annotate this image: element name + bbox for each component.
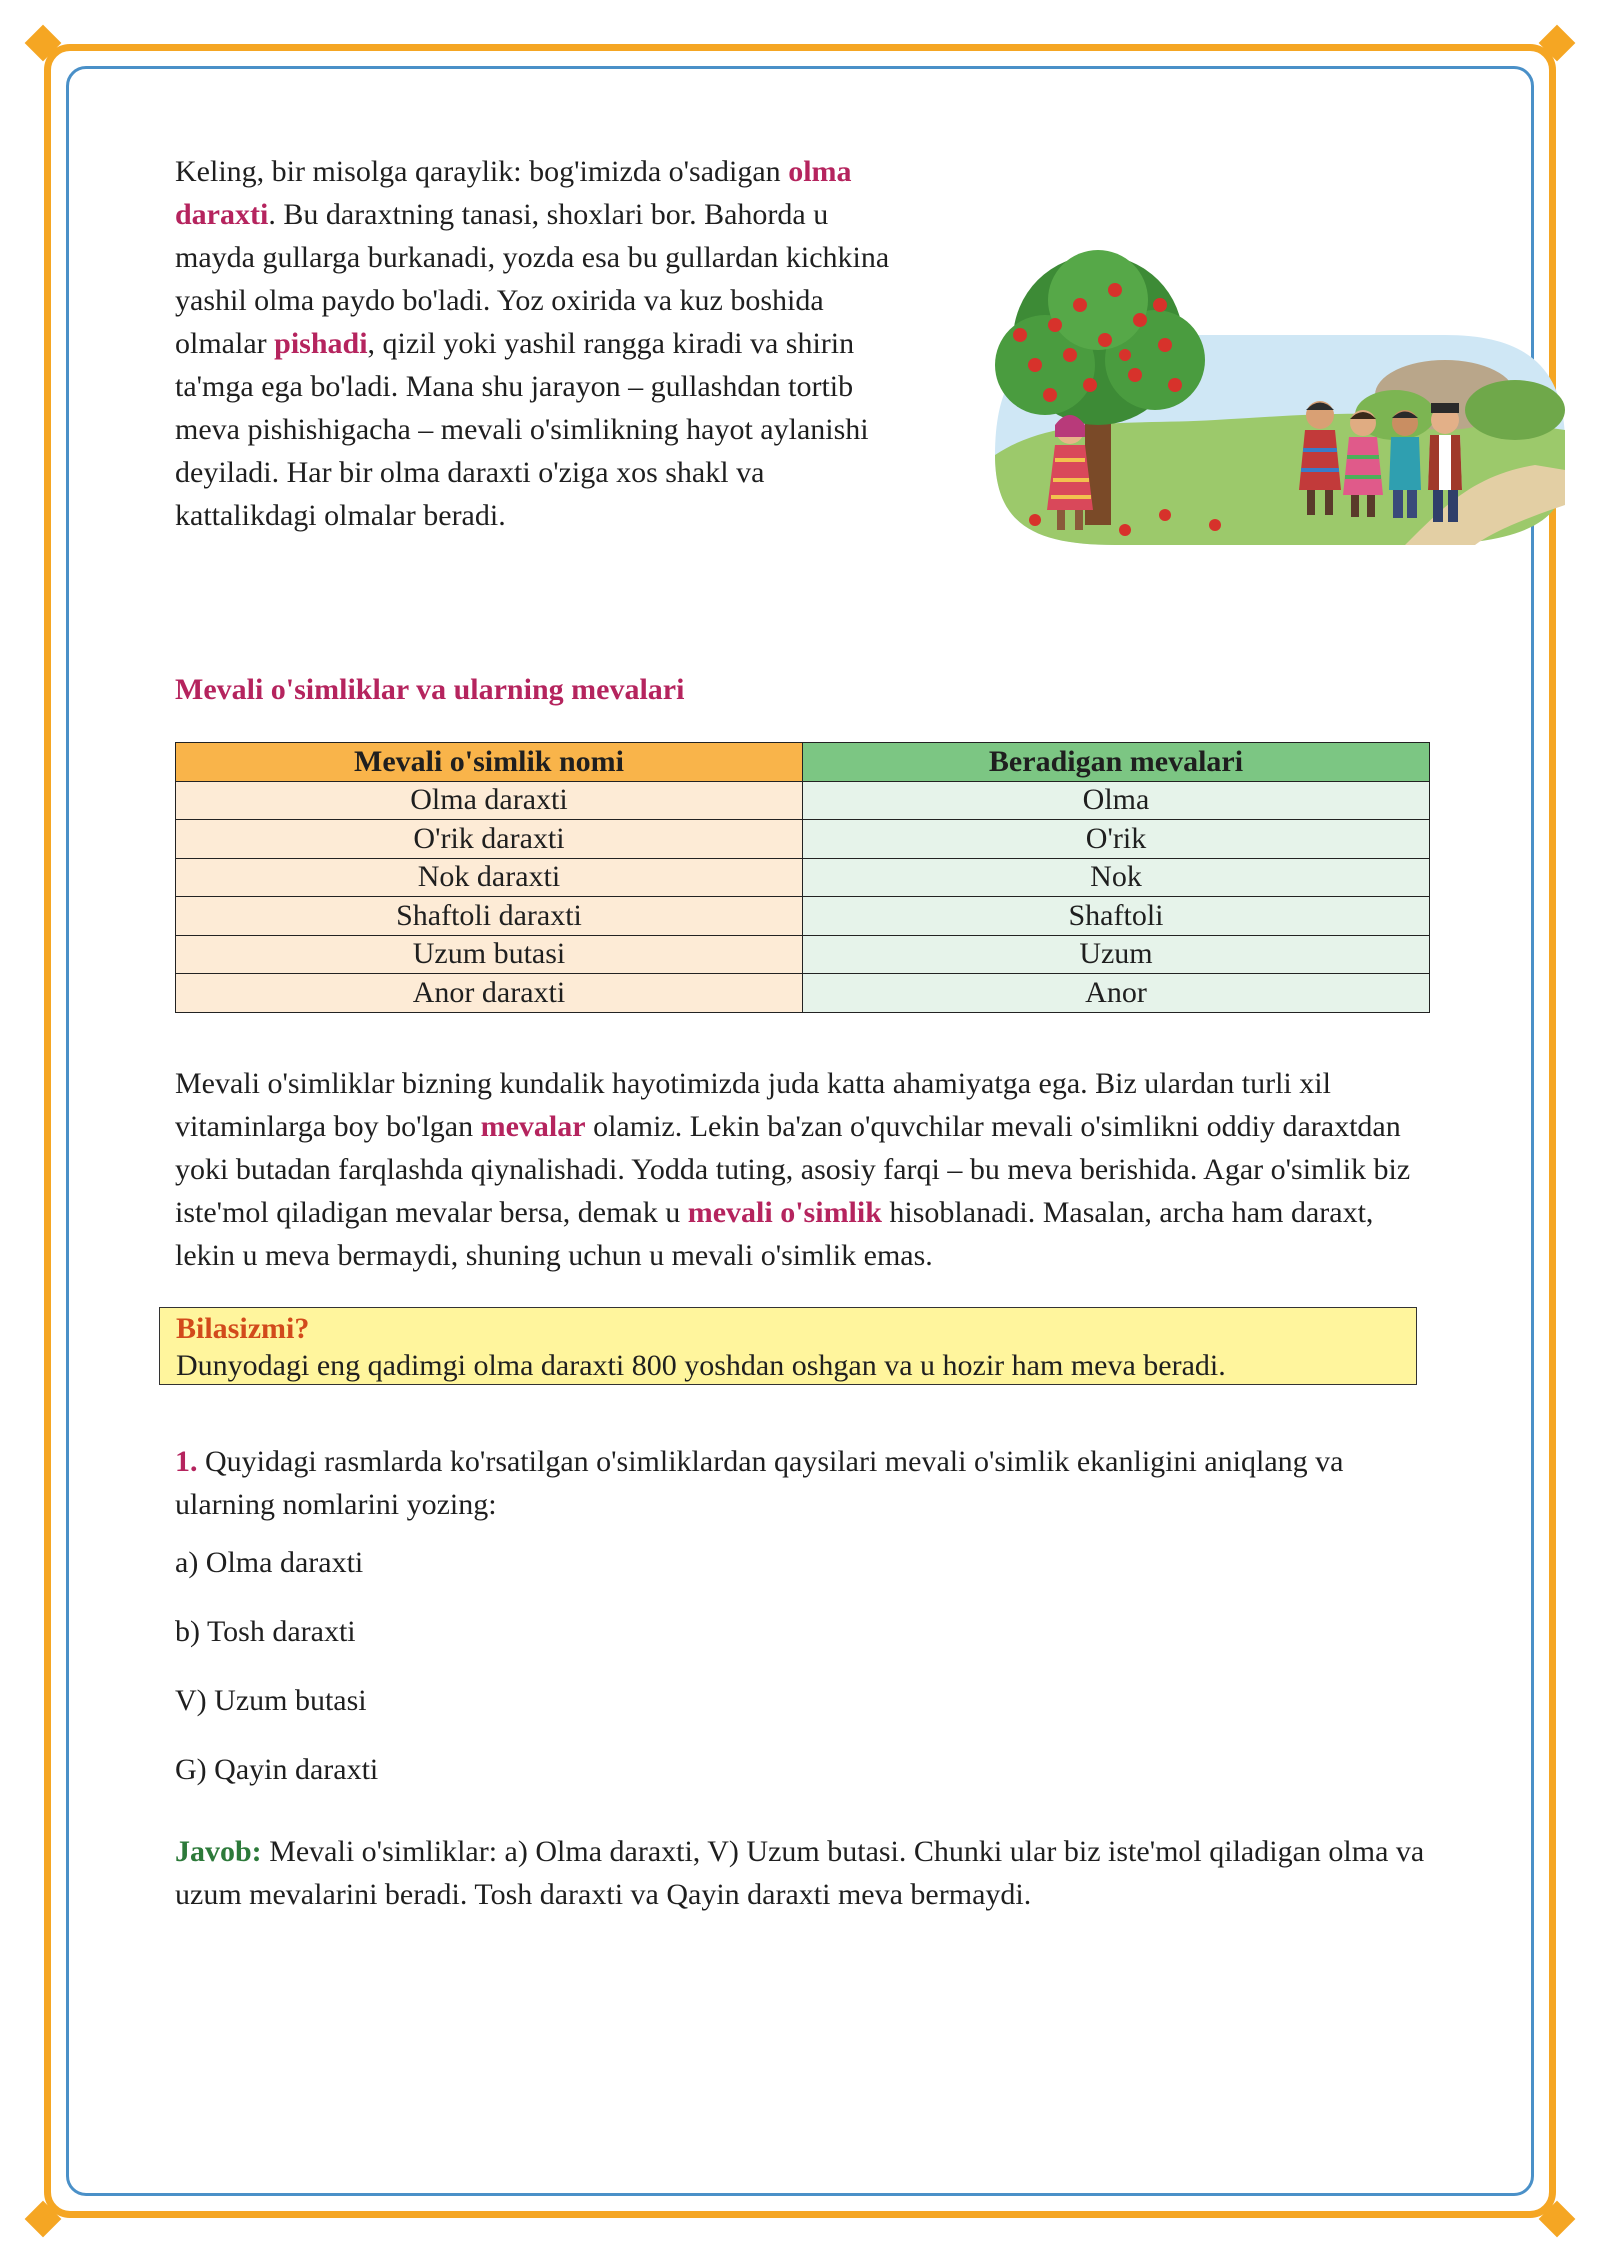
fact-title: Bilasizmi?: [176, 1312, 310, 1345]
table-cell-fruit: Uzum: [803, 935, 1430, 974]
question-text: Quyidagi rasmlarda ko'rsatilgan o'simliklardan qaysilari mevali o'simlik ekanligini aniqlang va ularning nomlarini yozing:: [175, 1445, 1344, 1521]
intro-text-3: , qizil yoki yashil rangga kiradi va shirin ta'mga ega bo'ladi. Mana shu jarayon – gullashdan tortib meva pishishigacha – mevali o'simlikning hayot aylanishi deyiladi. Har bir olma daraxti o'ziga xos shakl va kattalikdagi olmalar beradi.: [175, 327, 869, 532]
table-header-plant: Mevali o'simlik nomi: [176, 743, 803, 782]
option-b: b) Tosh daraxti: [175, 1615, 356, 1648]
answer-text: Mevali o'simliklar: a) Olma daraxti, V) Uzum butasi. Chunki ular biz iste'mol qiladigan olma va uzum mevalarini beradi. Tosh daraxti va Qayin daraxti meva bermaydi.: [175, 1835, 1425, 1911]
table-row: [176, 935, 1430, 974]
explanation-paragraph: [175, 1062, 1430, 1277]
table-row: [176, 974, 1430, 1013]
section-title: Mevali o'simliklar va ularning mevalari: [175, 673, 685, 706]
table-cell-fruit: Anor: [803, 974, 1430, 1013]
apple-tree-children-illustration: [975, 245, 1575, 545]
table-header-row: [176, 743, 1430, 782]
table-header-fruit: Beradigan mevalari: [803, 743, 1430, 782]
highlight-mevali-osimlik: mevali o'simlik: [687, 1196, 882, 1229]
table-row: [176, 858, 1430, 897]
table-cell-plant: O'rik daraxti: [176, 820, 803, 859]
table-cell-plant: Anor daraxti: [176, 974, 803, 1013]
table-cell-plant: Shaftoli daraxti: [176, 897, 803, 936]
fact-text: Dunyodagi eng qadimgi olma daraxti 800 yoshdan oshgan va u hozir ham meva beradi.: [176, 1349, 1226, 1382]
table-row: [176, 820, 1430, 859]
table-cell-fruit: O'rik: [803, 820, 1430, 859]
highlight-pishadi: pishadi: [274, 327, 368, 360]
option-g: G) Qayin daraxti: [175, 1753, 379, 1786]
table-row: [176, 897, 1430, 936]
para2-text-2: olamiz. Lekin ba'zan o'quvchilar mevali o'simlikni oddiy daraxtdan yoki butadan farqlashda qiynalishadi. Yodda tuting, asosiy farqi – bu meva berishida. Agar o'simlik biz iste'mol qiladigan mevalar bersa, demak u: [175, 1110, 1411, 1229]
highlight-olma-daraxti: olma daraxti: [175, 155, 852, 231]
para2-text-1: Mevali o'simliklar bizning kundalik hayotimizda juda katta ahamiyatga ega. Biz ulardan turli xil vitaminlarga boy bo'lgan: [175, 1067, 1331, 1143]
intro-paragraph: [175, 150, 895, 537]
table-cell-fruit: Shaftoli: [803, 897, 1430, 936]
answer-paragraph: [175, 1830, 1430, 1916]
answer-label: Javob:: [175, 1835, 262, 1868]
option-v: V) Uzum butasi: [175, 1684, 367, 1717]
intro-text-1: Keling, bir misolga qaraylik: bog'imizda o'sadigan: [175, 155, 789, 188]
highlight-mevalar: mevalar: [480, 1110, 586, 1143]
table-cell-fruit: Olma: [803, 781, 1430, 820]
table-row: [176, 781, 1430, 820]
table-cell-plant: Uzum butasi: [176, 935, 803, 974]
table-cell-fruit: Nok: [803, 858, 1430, 897]
intro-text-2: . Bu daraxtning tanasi, shoxlari bor. Bahorda u mayda gullarga burkanadi, yozda esa bu gullardan kichkina yashil olma paydo bo'ladi. Yoz oxirida va kuz boshida olmalar: [175, 198, 890, 360]
option-a: a) Olma daraxti: [175, 1546, 364, 1579]
table-cell-plant: Olma daraxti: [176, 781, 803, 820]
did-you-know-box: [159, 1307, 1417, 1385]
question-number: 1.: [175, 1445, 198, 1478]
table-cell-plant: Nok daraxti: [176, 858, 803, 897]
para2-text-3: hisoblanadi. Masalan, archa ham daraxt, lekin u meva bermaydi, shuning uchun u mevali o'simlik emas.: [175, 1196, 1374, 1272]
fruit-plants-table: [175, 742, 1430, 1013]
question-paragraph: [175, 1440, 1430, 1526]
